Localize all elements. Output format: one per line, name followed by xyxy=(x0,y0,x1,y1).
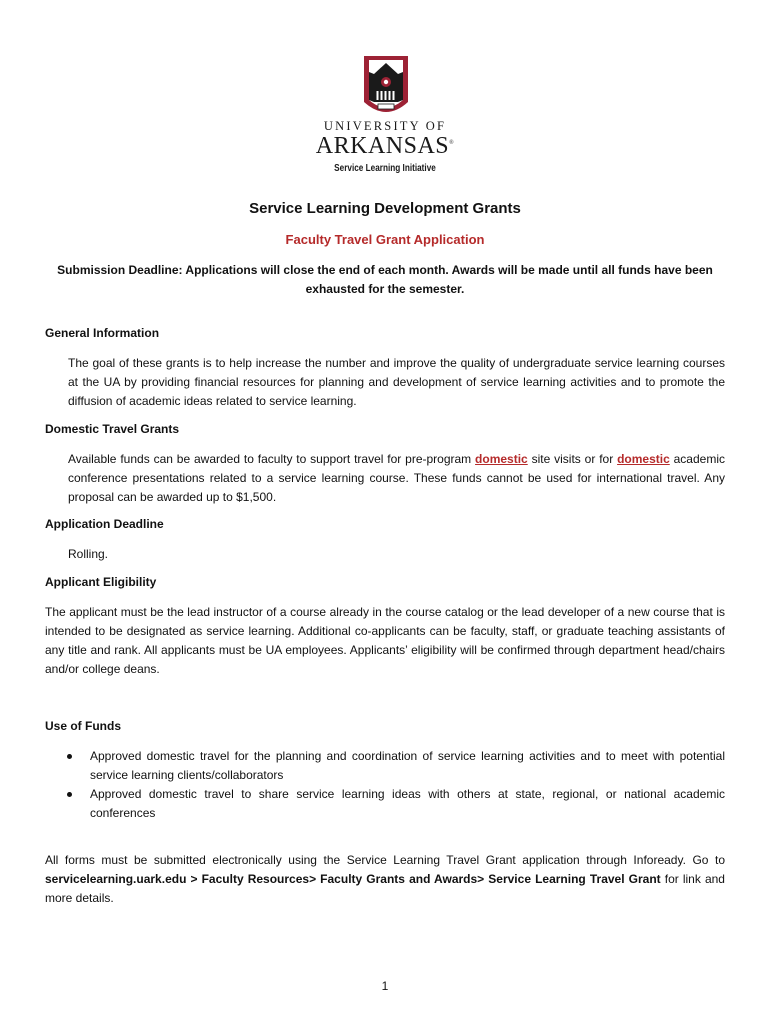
domestic-travel-text-3: academic conference presentations related to a service learning course. These funds cannot be used for international travel. Any proposal can be awarded up to $1,500. xyxy=(68,452,725,504)
forms-text-2: for link and more details. xyxy=(45,872,725,905)
list-item-text: Approved domestic travel to share service learning ideas with others at state, regional, or national academic conferences xyxy=(90,787,725,820)
general-information-body: The goal of these grants is to help increase the number and improve the quality of undergraduate service learning courses at the UA by providing financial resources for planning and development of service learning activities and to promote the diffusion of academic ideas related to service learning. xyxy=(68,356,725,408)
general-information-heading: General Information xyxy=(45,326,160,340)
forms-text-1: All forms must be submitted electronically using the Service Learning Travel Grant application through Infoready. Go to xyxy=(45,853,725,867)
document-subtitle: Faculty Travel Grant Application xyxy=(285,232,485,247)
university-name-top: UNIVERSITY OF xyxy=(323,119,447,133)
use-of-funds-heading: Use of Funds xyxy=(45,719,122,733)
forms-submission-note xyxy=(45,851,725,908)
bullet-icon xyxy=(67,754,72,759)
list-item xyxy=(65,785,725,823)
submission-deadline-note: Submission Deadline: Applications will close the end of each month. Awards will be made until all funds have been exhausted for the semester. xyxy=(57,263,713,296)
applicant-eligibility-body: The applicant must be the lead instructor of a course already in the course catalog or the lead developer of a new course that is intended to be designated as service learning. Additional co-applicants can be faculty, staff, or graduate teaching assistants of any title and rank. All applicants must be UA employees. Applicants’ eligibility will be confirmed through department head/chairs and/or college deans. xyxy=(45,605,725,676)
page-number: 1 xyxy=(381,979,389,993)
forms-navigation-path: servicelearning.uark.edu > Faculty Resources> Faculty Grants and Awards> Service Learning Travel Grant xyxy=(45,872,661,886)
domestic-emphasis-2: domestic xyxy=(617,452,670,466)
university-tower-seal-icon xyxy=(360,52,412,122)
domestic-travel-text-1: Available funds can be awarded to faculty to support travel for pre-program xyxy=(68,452,476,466)
document-title: Service Learning Development Grants xyxy=(249,200,521,217)
domestic-travel-body xyxy=(68,450,725,507)
use-of-funds-list xyxy=(65,747,725,823)
bullet-icon xyxy=(67,792,72,797)
university-name-arkansas: ARKANSAS xyxy=(315,133,450,159)
domestic-emphasis-1: domestic xyxy=(475,452,528,466)
initiative-name: Service Learning Initiative xyxy=(334,163,436,174)
list-item xyxy=(65,747,725,785)
domestic-travel-text-2: site visits or for xyxy=(527,452,618,466)
application-deadline-body: Rolling. xyxy=(68,547,109,561)
domestic-travel-heading: Domestic Travel Grants xyxy=(45,422,180,436)
application-deadline-heading: Application Deadline xyxy=(45,517,164,531)
trademark-symbol: ® xyxy=(449,140,455,146)
applicant-eligibility-heading: Applicant Eligibility xyxy=(45,575,157,589)
university-name-main xyxy=(300,130,470,159)
list-item-text: Approved domestic travel for the planning and coordination of service learning activities and to meet with potential service learning clients/collaborators xyxy=(90,749,725,782)
